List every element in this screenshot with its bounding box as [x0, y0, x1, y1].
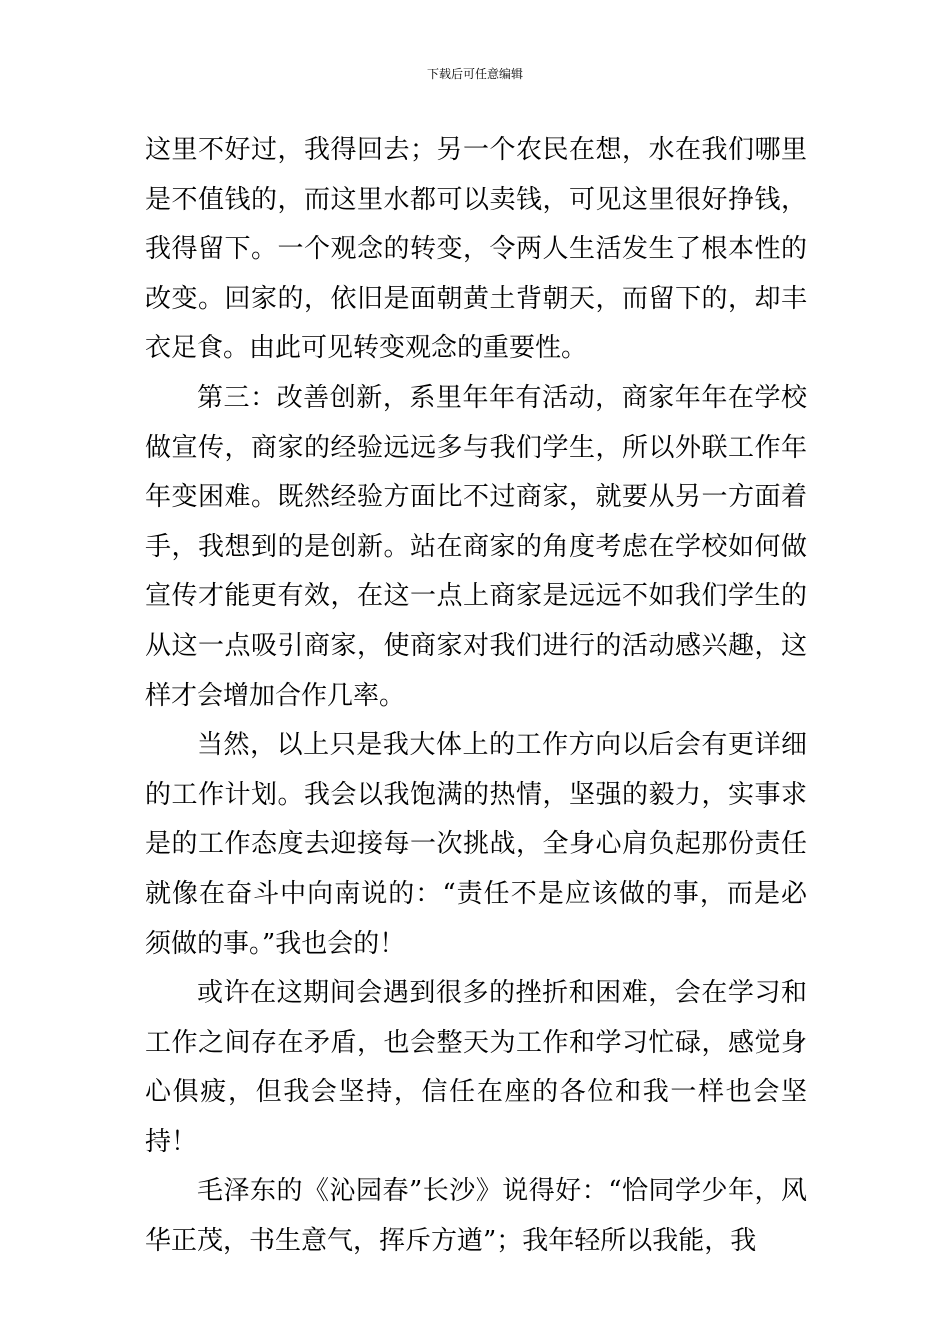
paragraph-1: 这里不好过，我得回去；另一个农民在想，水在我们哪里是不值钱的，而这里水都可以卖钱，可见这里很好挣钱，我得留下。一个观念的转变，令两人生活发生了根本性的改变。回家的，依旧是面朝黄土背朝天，而留下的，却丰衣足食。由此可见转变观念的重要性。	[145, 135, 807, 364]
document-body	[145, 126, 807, 1267]
paragraph-4: 或许在这期间会遇到很多的挫折和困难，会在学习和工作之间存在矛盾，也会整天为工作和学习忙碌，感觉身心俱疲，但我会坚持，信任在座的各位和我一样也会坚持！	[145, 978, 807, 1157]
paragraph-3: 当然，以上只是我大体上的工作方向以后会有更详细的工作计划。我会以我饱满的热情，坚强的毅力，实事求是的工作态度去迎接每一次挑战，全身心肩负起那份责任就像在奋斗中向南说的：“责任不是应该做的事，而是必须做的事。”我也会的！	[145, 730, 807, 959]
paragraph-2: 第三：改善创新，系里年年有活动，商家年年在学校做宣传，商家的经验远远多与我们学生，所以外联工作年年变困难。既然经验方面比不过商家，就要从另一方面着手，我想到的是创新。站在商家的角度考虑在学校如何做宣传才能更有效，在这一点上商家是远远不如我们学生的从这一点吸引商家，使商家对我们进行的活动感兴趣，这样才会增加合作几率。	[145, 382, 807, 711]
page-header: 下载后可任意编辑	[426, 67, 523, 81]
paragraph-5: 毛泽东的《沁园春”长沙》说得好：“恰同学少年，风华正茂，书生意气，挥斥方遒”；我年轻所以我能，我	[145, 1176, 807, 1257]
